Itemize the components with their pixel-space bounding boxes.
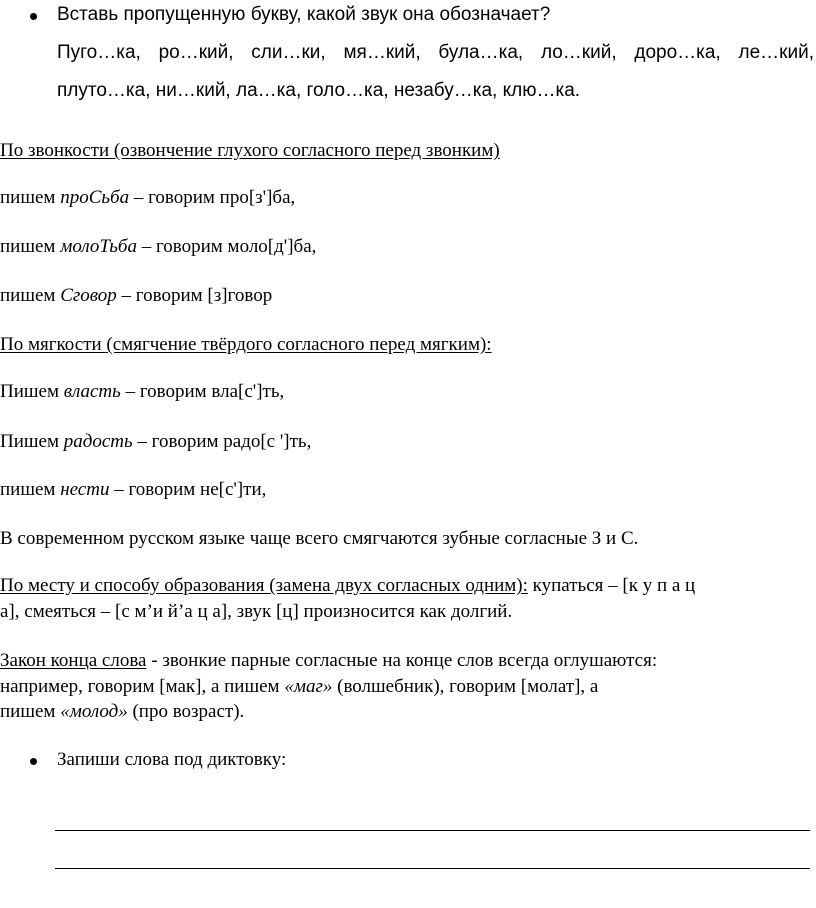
end-law-line3 [0,701,244,723]
bullet-icon [30,13,37,20]
end-law-word-molod: «молод» [60,701,128,722]
task1-words-line2: плуто…ка, ни…кий, ла…ка, голо…ка, незабу…ка, клю…ка. [57,80,581,101]
place-line1 [0,575,695,597]
end-law-word-mag: «маг» [284,676,333,697]
end-law-text3a: пишем [0,701,61,722]
example-word: нести [60,479,110,500]
example-post: – говорим [з]говор [116,285,273,306]
voicing-example-3 [0,285,272,307]
example-pre: Пишем [0,381,64,402]
voicing-example-2 [0,236,316,258]
task2-prompt: Запиши слова под диктовку: [57,749,287,770]
example-pre: пишем [0,479,61,500]
softness-heading: По мягкости (смягчение твёрдого согласного перед мягким): [0,334,492,355]
voicing-example-1 [0,187,295,209]
voicing-heading: По звонкости (озвончение глухого согласного перед звонким) [0,140,500,161]
softness-note: В современном русском языке чаще всего смягчаются зубные согласные З и С. [0,528,639,549]
end-law-text2a: например, говорим [мак], а пишем [0,676,285,697]
example-word: проСьба [60,187,130,208]
example-pre: пишем [0,187,61,208]
example-word: радость [63,431,133,452]
place-heading: По месту и способу образования (замена двух согласных одним): [0,575,528,596]
place-text2: а], смеяться – [с м’и й’а ц а], звук [ц] произносится как долгий. [0,601,513,622]
example-word: власть [63,381,121,402]
end-law-text3b: (про возраст). [127,701,245,722]
place-text1: купаться – [к у п а ц [527,575,696,596]
example-pre: пишем [0,285,61,306]
example-post: – говорим вла[с']ть, [120,381,285,402]
example-word: молоТьба [60,236,137,257]
task1-words-line1: Пуго…ка, ро…кий, сли…ки, мя…кий, була…ка, ло…кий, доро…ка, ле…кий, [57,42,814,63]
example-post: – говорим моло[д']ба, [136,236,317,257]
end-law-line2 [0,676,598,698]
task1-prompt: Вставь пропущенную букву, какой звук она обозначает? [57,4,551,25]
example-pre: Пишем [0,431,64,452]
end-law-text1: - звонкие парные согласные на конце слов всегда оглушаются: [146,650,658,671]
end-law-line1 [0,650,657,672]
writing-line-2 [55,868,810,869]
writing-line-1 [55,830,810,831]
example-pre: пишем [0,236,61,257]
example-post: – говорим не[с']ти, [109,479,267,500]
softness-example-3 [0,479,266,501]
example-post: – говорим про[з']ба, [129,187,296,208]
end-law-heading: Закон конца слова [0,650,147,671]
end-law-text2b: (волшебник), говорим [молат], а [332,676,599,697]
example-post: – говорим радо[с ']ть, [132,431,312,452]
bullet-icon [30,758,37,765]
softness-example-1 [0,381,284,403]
softness-example-2 [0,431,311,453]
example-word: Сговор [60,285,117,306]
